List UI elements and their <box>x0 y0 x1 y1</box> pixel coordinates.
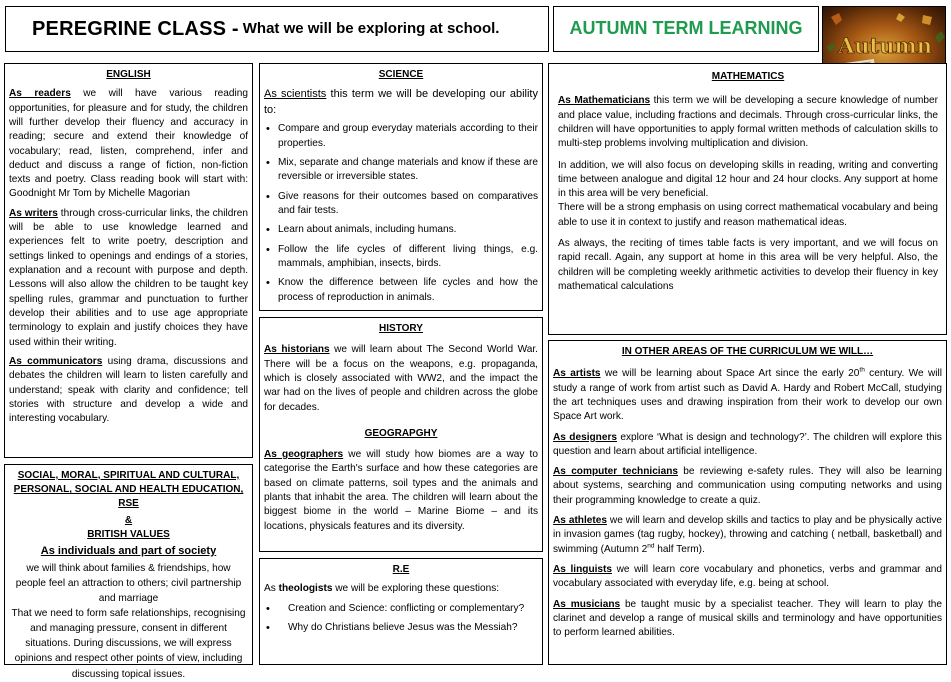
svg-text:Autumn: Autumn <box>837 33 933 58</box>
computing-paragraph <box>553 465 942 508</box>
list-item: • Give reasons for their outcomes based on comparatives and fair tests. <box>264 190 538 219</box>
readers-lead: As readers <box>9 88 71 100</box>
other-areas-section <box>548 340 947 665</box>
pshe-text-2: That we need to form safe relationships, recognising and managing pressure, consent in different situations. During discussions, we will express opinions and respect other points of view, including discussing topical issues. <box>11 607 246 680</box>
athletes-text-b: half Term). <box>654 543 705 555</box>
designers-text: explore ‘What is design and technology?’. The children will explore this question and learn about artificial intelligence. <box>553 431 942 457</box>
english-readers-paragraph <box>9 87 248 202</box>
maths-paragraph-3: There will be a strong emphasis on using correct mathematical vocabulary and being able to use it in context to justify and reason mathematical ideas. <box>558 202 938 228</box>
scientists-lead: As scientists <box>264 88 327 101</box>
re-intro-prefix: As <box>264 583 279 595</box>
computing-text: be reviewing e-safety rules. They will also be learning about systems, searching and communication using computing networks and using their programming knowledge to create a quiz. <box>553 466 942 506</box>
writers-lead: As writers <box>9 207 58 219</box>
pshe-subheading: As individuals and part of society <box>40 544 217 557</box>
re-heading: R.E <box>392 564 410 575</box>
science-heading: SCIENCE <box>378 69 424 80</box>
readers-text: we will have various reading opportunities, for pleasure and for study, the children will further develop their fluency and accuracy in reading; secure and extend their knowledge of vocabulary; read, listen, comprehend, infer and deduct and discuss a range of fiction, non-fiction texts and poetry. Class reading book will start with: Goodnight Mr Tom by Michelle Magorian <box>9 88 248 200</box>
scientists-text: this term we will be developing our ability to: <box>264 88 538 116</box>
artists-lead: As artists <box>553 368 601 380</box>
musicians-text: be taught music by a specialist teacher. They will learn to play the clarinet and develop a range of musical skills and terminology and have opportunities to perform learned abilities. <box>553 598 942 639</box>
computer-technicians-lead: As computer technicians <box>553 466 679 478</box>
pshe-heading: SOCIAL, MORAL, SPIRITUAL AND CULTURAL, PERSONAL, SOCIAL AND HEALTH EDUCATION, RSE <box>13 470 244 510</box>
artists-superscript: th <box>859 366 865 374</box>
maths-text-1: this term we will be developing a secure knowledge of number and place value, including fractions and decimals. Through cross-curricular links, the children will have opportunities to apply formal written methods of calculation skills to multi-step problems involving multiplication and division. <box>558 95 939 150</box>
geography-paragraph <box>264 448 538 534</box>
linguists-lead: As linguists <box>553 564 612 576</box>
term-title-box <box>553 6 819 52</box>
re-section <box>259 558 543 665</box>
artists-paragraph <box>553 367 942 424</box>
page-title: PEREGRINE CLASS - <box>32 17 239 40</box>
science-intro <box>264 87 538 118</box>
science-list <box>264 122 538 305</box>
english-heading: ENGLISH <box>106 69 151 80</box>
science-section <box>259 63 543 311</box>
linguists-paragraph <box>553 563 942 592</box>
list-item: • Compare and group everyday materials according to their properties. <box>264 122 538 151</box>
athletes-lead: As athletes <box>553 515 607 527</box>
designers-paragraph <box>553 431 942 460</box>
designers-lead: As designers <box>553 431 617 443</box>
athletes-text-a: we will learn and develop skills and tactics to play and be physically active in invasion games (tag rugby, hockey), throwing and catching ( netball, basketball) and swimming (Autumn 2 <box>553 515 942 555</box>
other-areas-heading: IN OTHER AREAS OF THE CURRICULUM WE WILL… <box>621 346 874 357</box>
list-item: • Mix, separate and change materials and know if these are reversible or irreversible states. <box>264 156 538 185</box>
historians-lead: As historians <box>264 344 330 356</box>
english-communicators-paragraph <box>9 355 248 427</box>
maths-section <box>548 63 947 335</box>
musicians-paragraph <box>553 598 942 641</box>
writers-text: through cross-curricular links, the children will be able to use knowledge learned and experiences felt to write poetry, description and settings linked to openings and endings of a stories, explanation and a recount with purpose and depth. Lessons will also allow the children to be taught key spelling rules, grammar and punctuation to further develop their abilities and to use age appropriate terminology to explain and justify choices they have used within their writing. <box>9 207 248 348</box>
theologists-text: we will be exploring these questions: <box>332 583 500 595</box>
athletes-paragraph <box>553 514 942 557</box>
page-subtitle: What we will be exploring at school. <box>242 20 500 38</box>
history-heading: HISTORY <box>379 323 423 334</box>
historians-text: we will learn about The Second World War. There will be a focus on the weapons, e.g. propaganda, which is closely associated with WW2, and the impact the war had on the lives of people and children across the globe for decades. <box>264 344 538 413</box>
communicators-text: using drama, discussions and debates the children will learn to listen carefully and understand; speak with clarity and confidence; tell stories with structure and develop a wide and interesting vocabulary. <box>9 356 248 425</box>
list-item: • Creation and Science: conflicting or complementary? <box>264 602 538 616</box>
geographers-text: we will study how biomes are a way to categorise the Earth's surface and how these categories are based on climate patterns, soil types and the animals and plants that inhabit the area. The children will learn about the biggest biome in the world – Marine Biome – and its locations, physicals features and its diversity. <box>264 449 538 532</box>
athletes-superscript: nd <box>647 542 655 550</box>
list-item: • Follow the life cycles of different living things, e.g. mammals, amphibian, insects, birds. <box>264 243 538 272</box>
history-geography-section <box>259 317 543 552</box>
geographers-lead: As geographers <box>264 449 344 461</box>
maths-heading: MATHEMATICS <box>711 71 785 82</box>
theologists-lead: theologists <box>278 583 333 595</box>
english-writers-paragraph <box>9 207 248 350</box>
linguists-text: we will learn core vocabulary and phonetics, verbs and grammar and vocabulary associated with everyday life, e.g. being at school. <box>553 564 942 590</box>
english-section <box>4 63 253 458</box>
pshe-section <box>4 464 253 680</box>
mathematicians-lead: As Mathematicians <box>558 95 651 107</box>
list-item: • Know the difference between life cycles and how the process of reproduction in animals. <box>264 276 538 305</box>
re-list <box>264 602 538 636</box>
communicators-lead: As communicators <box>9 356 103 368</box>
maths-paragraph-2: In addition, we will also focus on developing skills in reading, writing and converting time between analogue and digital 12 hour and 24 hour clocks. Any support at home in this area will be very beneficial. <box>558 159 938 200</box>
pshe-text-1: we will think about families & friendships, how people feel an attraction to others; civil partnership and marriage <box>15 562 242 604</box>
musicians-lead: As musicians <box>553 598 621 610</box>
page-title-box <box>5 6 549 52</box>
maths-paragraph-1 <box>558 94 938 151</box>
artists-text-b: century. We will study a range of work from artist such as David A. Hardy and Robert McCall, studying the art techniques uses and drawing inspiration from their work to develop our own Space Art work. <box>553 368 942 423</box>
geography-heading: GEOGRAPGHY <box>364 427 438 439</box>
re-intro <box>264 582 538 596</box>
history-paragraph <box>264 343 538 415</box>
list-item: • Why do Christians believe Jesus was the Messiah? <box>264 621 538 635</box>
maths-paragraph-4: As always, the reciting of times table facts is very important, and we will focus on rapid recall. Again, any support at home in this area will be very helpful. Also, the children will be completing weekly arithmetic activities to develop their fluency in key mathematical calculations <box>558 238 938 293</box>
artists-text-a: we will be learning about Space Art since the early 20 <box>600 368 860 380</box>
list-item: • Learn about animals, including humans. <box>264 223 538 237</box>
british-values-heading: BRITISH VALUES <box>87 528 170 540</box>
term-title: AUTUMN TERM LEARNING <box>569 18 803 39</box>
pshe-ampersand: & <box>124 514 133 526</box>
